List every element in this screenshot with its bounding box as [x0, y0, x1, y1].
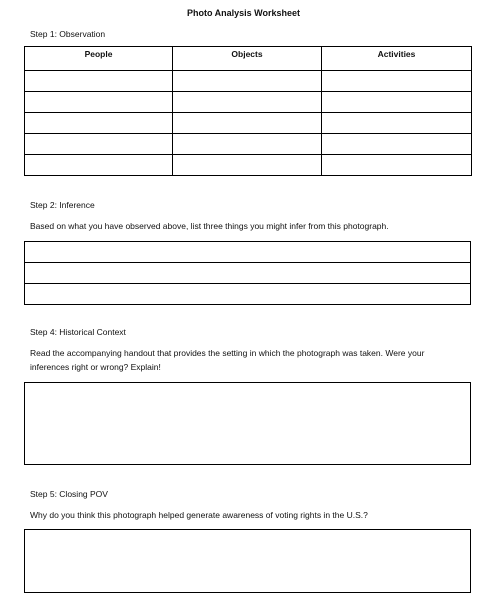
table-row — [25, 263, 471, 284]
people-cell[interactable] — [25, 155, 173, 176]
people-cell[interactable] — [25, 134, 173, 155]
column-header-activities: Activities — [322, 47, 472, 71]
step4-prompt: Read the accompanying handout that provides the setting in which the photograph was taken. Were your inferences right or wrong? Explain! — [30, 348, 425, 372]
step5-label: Step 5: Closing POV — [30, 489, 108, 499]
step1-label: Step 1: Observation — [30, 29, 106, 39]
column-header-people: People — [25, 47, 173, 71]
activities-cell[interactable] — [322, 113, 472, 134]
table-row — [25, 113, 472, 134]
objects-cell[interactable] — [173, 134, 322, 155]
inference-cell[interactable] — [25, 242, 471, 263]
column-header-objects: Objects — [173, 47, 322, 71]
table-row — [25, 134, 472, 155]
activities-cell[interactable] — [322, 155, 472, 176]
inference-cell[interactable] — [25, 284, 471, 305]
objects-cell[interactable] — [173, 71, 322, 92]
observation-header-row — [25, 47, 472, 71]
objects-cell[interactable] — [173, 113, 322, 134]
step2-label: Step 2: Inference — [30, 200, 95, 210]
historical-context-answer-box[interactable] — [24, 382, 471, 465]
objects-cell[interactable] — [173, 92, 322, 113]
activities-cell[interactable] — [322, 134, 472, 155]
table-row — [25, 71, 472, 92]
worksheet-title: Photo Analysis Worksheet — [186, 8, 301, 18]
activities-cell[interactable] — [322, 71, 472, 92]
closing-pov-answer-box[interactable] — [24, 529, 471, 593]
activities-cell[interactable] — [322, 92, 472, 113]
inference-cell[interactable] — [25, 263, 471, 284]
observation-table — [24, 46, 472, 176]
table-row — [25, 155, 472, 176]
table-row — [25, 284, 471, 305]
step4-label: Step 4: Historical Context — [30, 327, 126, 337]
objects-cell[interactable] — [173, 155, 322, 176]
people-cell[interactable] — [25, 92, 173, 113]
step5-prompt: Why do you think this photograph helped generate awareness of voting rights in the U.S.? — [30, 510, 368, 520]
table-row — [25, 242, 471, 263]
inference-table — [24, 241, 471, 305]
people-cell[interactable] — [25, 113, 173, 134]
table-row — [25, 92, 472, 113]
people-cell[interactable] — [25, 71, 173, 92]
step2-prompt: Based on what you have observed above, list three things you might infer from this photograph. — [30, 221, 389, 231]
